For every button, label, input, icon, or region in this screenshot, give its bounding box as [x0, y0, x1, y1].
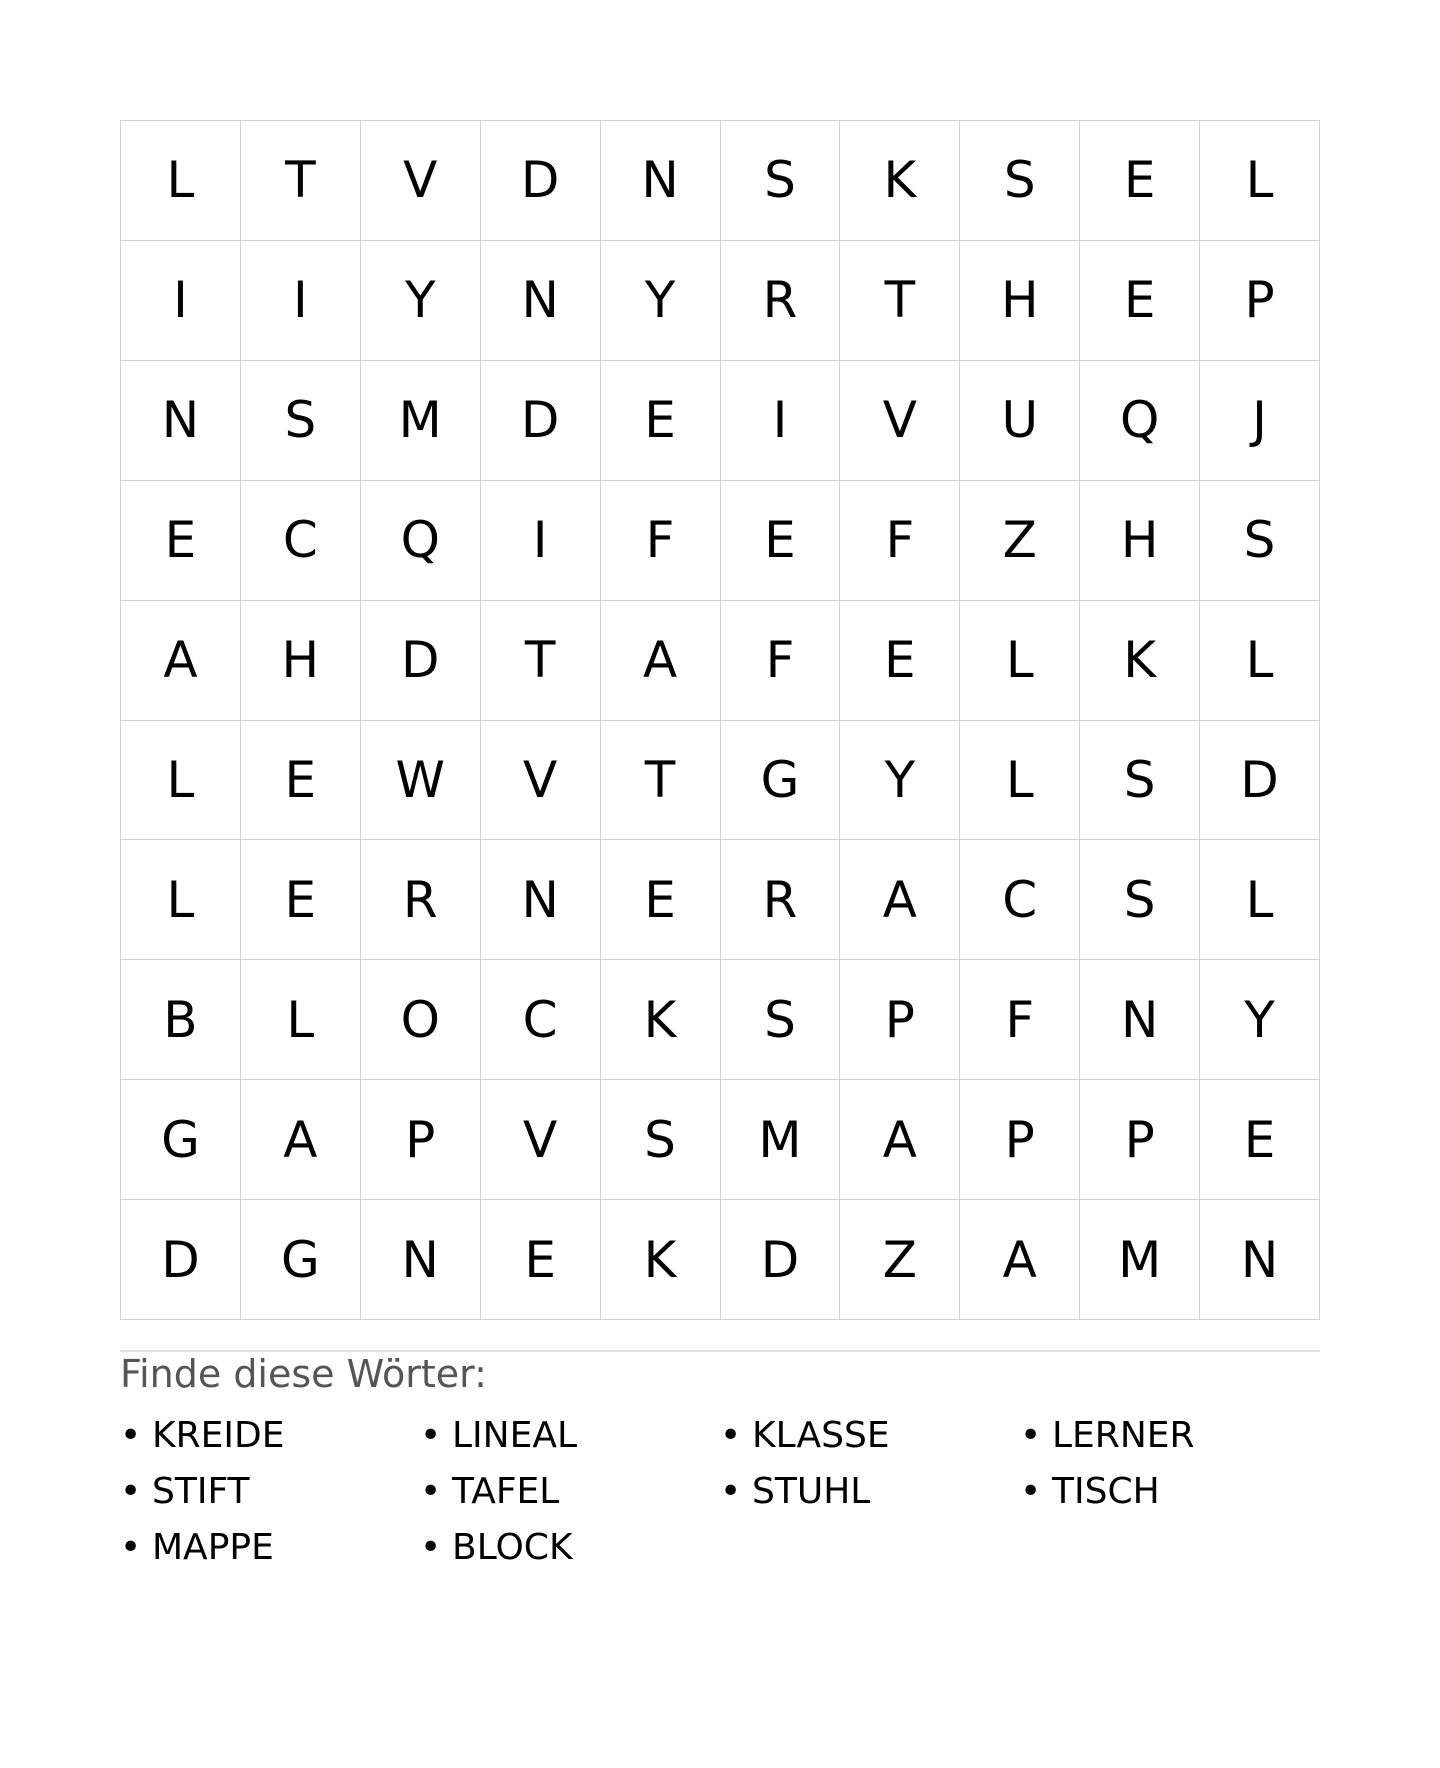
word-list-item — [1020, 1413, 1320, 1469]
grid-cell[interactable]: Q — [361, 481, 481, 601]
grid-cell[interactable]: F — [601, 481, 721, 601]
grid-cell[interactable]: T — [601, 721, 721, 841]
grid-cell[interactable]: Y — [840, 721, 960, 841]
word-list-item — [120, 1413, 420, 1469]
grid-cell[interactable]: L — [1200, 121, 1320, 241]
word-label: STIFT — [152, 1471, 250, 1512]
grid-cell[interactable]: L — [960, 601, 1080, 721]
word-list-item — [720, 1469, 1020, 1525]
grid-cell[interactable]: M — [1080, 1200, 1200, 1320]
grid-cell[interactable]: N — [481, 840, 601, 960]
grid-cell[interactable]: S — [1080, 840, 1200, 960]
grid-cell[interactable]: F — [840, 481, 960, 601]
grid-cell[interactable]: N — [361, 1200, 481, 1320]
grid-cell[interactable]: Y — [361, 241, 481, 361]
word-label: KREIDE — [152, 1415, 285, 1456]
grid-cell[interactable]: E — [241, 840, 361, 960]
bullet-icon: • — [120, 1415, 142, 1456]
grid-cell[interactable]: F — [721, 601, 841, 721]
grid-cell[interactable]: E — [1080, 241, 1200, 361]
grid-cell[interactable]: F — [960, 960, 1080, 1080]
bullet-icon: • — [120, 1471, 142, 1512]
grid-cell[interactable]: D — [481, 361, 601, 481]
grid-cell[interactable]: A — [960, 1200, 1080, 1320]
grid-cell[interactable]: G — [721, 721, 841, 841]
bullet-icon: • — [1020, 1471, 1042, 1512]
word-search-grid — [120, 120, 1320, 1320]
grid-cell[interactable]: D — [361, 601, 481, 721]
grid-cell[interactable]: B — [121, 960, 241, 1080]
grid-cell[interactable]: A — [840, 1080, 960, 1200]
grid-cell[interactable]: L — [241, 960, 361, 1080]
grid-cell[interactable]: M — [721, 1080, 841, 1200]
bullet-icon: • — [420, 1415, 442, 1456]
grid-cell[interactable]: L — [121, 121, 241, 241]
grid-cell[interactable]: T — [840, 241, 960, 361]
grid-cell[interactable]: T — [481, 601, 601, 721]
grid-cell[interactable]: P — [361, 1080, 481, 1200]
grid-cell[interactable]: U — [960, 361, 1080, 481]
grid-cell[interactable]: D — [121, 1200, 241, 1320]
grid-cell[interactable]: E — [241, 721, 361, 841]
grid-cell[interactable]: E — [601, 840, 721, 960]
grid-cell[interactable]: T — [241, 121, 361, 241]
grid-cell[interactable]: E — [121, 481, 241, 601]
grid-cell[interactable]: L — [1200, 601, 1320, 721]
grid-cell[interactable]: Q — [1080, 361, 1200, 481]
grid-cell[interactable]: S — [241, 361, 361, 481]
grid-cell[interactable]: V — [361, 121, 481, 241]
grid-cell[interactable]: E — [481, 1200, 601, 1320]
grid-cell[interactable]: V — [481, 721, 601, 841]
grid-cell[interactable]: N — [1080, 960, 1200, 1080]
grid-cell[interactable]: N — [481, 241, 601, 361]
grid-cell[interactable]: H — [960, 241, 1080, 361]
grid-cell[interactable]: E — [721, 481, 841, 601]
bullet-icon: • — [120, 1527, 142, 1568]
grid-cell[interactable]: A — [241, 1080, 361, 1200]
grid-cell[interactable]: C — [481, 960, 601, 1080]
grid-cell[interactable]: I — [241, 241, 361, 361]
word-label: LINEAL — [452, 1415, 578, 1456]
word-list-item — [120, 1469, 420, 1525]
bullet-icon: • — [420, 1527, 442, 1568]
grid-cell[interactable]: J — [1200, 361, 1320, 481]
grid-cell[interactable]: P — [1080, 1080, 1200, 1200]
word-list-item — [420, 1469, 720, 1525]
grid-cell[interactable]: S — [1080, 721, 1200, 841]
grid-cell[interactable]: N — [121, 361, 241, 481]
grid-cell[interactable]: I — [721, 361, 841, 481]
word-list-item — [420, 1413, 720, 1469]
grid-cell[interactable]: H — [241, 601, 361, 721]
grid-cell[interactable]: L — [121, 840, 241, 960]
grid-cell[interactable]: C — [241, 481, 361, 601]
word-list-item — [1020, 1469, 1320, 1525]
grid-cell[interactable]: I — [121, 241, 241, 361]
grid-cell[interactable]: S — [1200, 481, 1320, 601]
grid-cell[interactable]: M — [361, 361, 481, 481]
grid-cell[interactable]: V — [840, 361, 960, 481]
word-list — [120, 1413, 1320, 1581]
grid-cell[interactable]: K — [840, 121, 960, 241]
grid-cell[interactable]: H — [1080, 481, 1200, 601]
grid-cell[interactable]: E — [840, 601, 960, 721]
grid-cell[interactable]: O — [361, 960, 481, 1080]
grid-cell[interactable]: K — [601, 1200, 721, 1320]
word-label: BLOCK — [452, 1527, 573, 1568]
grid-cell[interactable]: L — [1200, 840, 1320, 960]
grid-cell[interactable]: D — [1200, 721, 1320, 841]
grid-cell[interactable]: L — [121, 721, 241, 841]
grid-cell[interactable]: R — [721, 840, 841, 960]
grid-cell[interactable]: L — [960, 721, 1080, 841]
grid-cell[interactable]: D — [481, 121, 601, 241]
grid-cell[interactable]: C — [960, 840, 1080, 960]
grid-cell[interactable]: P — [840, 960, 960, 1080]
grid-cell[interactable]: N — [601, 121, 721, 241]
grid-cell[interactable]: Y — [601, 241, 721, 361]
bullet-icon: • — [720, 1415, 742, 1456]
word-list-item — [120, 1525, 420, 1581]
bullet-icon: • — [1020, 1415, 1042, 1456]
grid-cell[interactable]: Z — [840, 1200, 960, 1320]
word-label: STUHL — [752, 1471, 871, 1512]
grid-cell[interactable]: G — [121, 1080, 241, 1200]
word-list-item — [720, 1413, 1020, 1469]
word-label: MAPPE — [152, 1527, 274, 1568]
grid-cell[interactable]: S — [960, 121, 1080, 241]
grid-cell[interactable]: K — [1080, 601, 1200, 721]
grid-cell[interactable]: S — [721, 960, 841, 1080]
grid-cell[interactable]: E — [601, 361, 721, 481]
word-label: KLASSE — [752, 1415, 890, 1456]
grid-cell[interactable]: Z — [960, 481, 1080, 601]
grid-cell[interactable]: D — [721, 1200, 841, 1320]
grid-cell[interactable]: E — [1080, 121, 1200, 241]
bullet-icon: • — [420, 1471, 442, 1512]
word-label: TISCH — [1052, 1471, 1160, 1512]
grid-cell[interactable]: V — [481, 1080, 601, 1200]
grid-cell[interactable]: I — [481, 481, 601, 601]
word-list-item — [420, 1525, 720, 1581]
grid-cell[interactable]: A — [840, 840, 960, 960]
grid-cell[interactable]: W — [361, 721, 481, 841]
grid-cell[interactable]: A — [121, 601, 241, 721]
grid-cell[interactable]: G — [241, 1200, 361, 1320]
word-label: TAFEL — [452, 1471, 560, 1512]
bullet-icon: • — [720, 1471, 742, 1512]
grid-cell[interactable]: R — [721, 241, 841, 361]
grid-cell[interactable]: Y — [1200, 960, 1320, 1080]
grid-cell[interactable]: S — [601, 1080, 721, 1200]
grid-cell[interactable]: R — [361, 840, 481, 960]
grid-cell[interactable]: A — [601, 601, 721, 721]
grid-cell[interactable]: N — [1200, 1200, 1320, 1320]
grid-cell[interactable]: P — [960, 1080, 1080, 1200]
word-list-title: Finde diese Wörter: — [120, 1352, 487, 1396]
grid-cell[interactable]: P — [1200, 241, 1320, 361]
word-label: LERNER — [1052, 1415, 1195, 1456]
grid-cell[interactable]: E — [1200, 1080, 1320, 1200]
grid-cell[interactable]: K — [601, 960, 721, 1080]
grid-cell[interactable]: S — [721, 121, 841, 241]
